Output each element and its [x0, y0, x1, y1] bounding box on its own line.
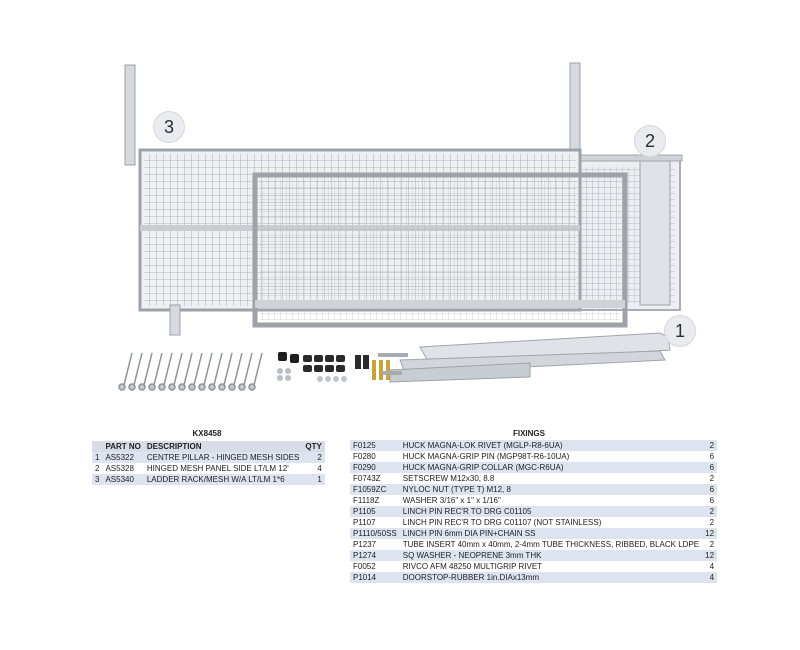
qty: 2 — [702, 506, 717, 517]
table-row — [350, 506, 717, 517]
fixings-table — [350, 440, 717, 583]
table-row — [350, 473, 717, 484]
kit-col-item — [92, 441, 102, 452]
part-no: F0290 — [350, 462, 400, 473]
centre-pillar-frame — [255, 175, 625, 325]
table-row — [92, 463, 325, 474]
qty: 2 — [709, 518, 715, 527]
qty: 1 — [302, 474, 324, 485]
kit-col-description: DESCRIPTION — [144, 441, 302, 452]
table-row — [350, 495, 717, 506]
part-no: F0280 — [353, 452, 376, 461]
description: RIVCO AFM 48250 MULTIGRIP RIVET — [402, 562, 543, 571]
table-row — [350, 528, 717, 539]
kit-title: KX8458 — [192, 429, 222, 438]
table-row — [92, 452, 325, 463]
qty: 6 — [709, 496, 715, 505]
qty: 2 — [709, 540, 715, 549]
qty: 4 — [317, 464, 322, 473]
callout-1: 1 — [664, 315, 696, 347]
fixings-title: FIXINGS — [512, 429, 545, 438]
table-row — [350, 440, 717, 451]
description: LINCH PIN REC'R TO DRG C01105 — [400, 506, 702, 517]
qty: 6 — [702, 462, 717, 473]
description: HUCK MAGNA-GRIP COLLAR (MGC-R6UA) — [400, 462, 702, 473]
part-no: AS5328 — [105, 464, 134, 473]
table-row — [350, 550, 717, 561]
description: NYLOC NUT (TYPE T) M12, 8 — [400, 484, 702, 495]
qty: 2 — [702, 440, 717, 451]
qty: 12 — [702, 528, 717, 539]
part-no: F0052 — [353, 562, 376, 571]
part-no: F1118Z — [353, 496, 380, 505]
description: HINGED MESH PANEL SIDE LT/LM 12' — [146, 464, 289, 473]
description: TUBE INSERT 40mm x 40mm, 2-4mm TUBE THICKNESS, RIBBED, BLACK LDPE — [402, 540, 700, 549]
kit-header-row — [92, 441, 325, 452]
qty: 2 — [302, 452, 324, 463]
qty: 6 — [702, 484, 717, 495]
table-row — [350, 451, 717, 462]
part-no: P1237 — [353, 540, 377, 549]
centre-pillar-bars — [390, 333, 670, 382]
callout-3: 3 — [153, 111, 185, 143]
table-row — [350, 539, 717, 550]
item-number: 1 — [92, 452, 102, 463]
table-row — [350, 561, 717, 572]
description: CENTRE PILLAR - HINGED MESH SIDES — [144, 452, 302, 463]
table-row — [350, 462, 717, 473]
part-no: F1059ZC — [350, 484, 400, 495]
part-no: P1274 — [350, 550, 400, 561]
qty: 2 — [709, 474, 715, 483]
description: DOORSTOP-RUBBER 1in.DIAx13mm — [400, 572, 702, 583]
part-no: P1110/50SS — [350, 528, 400, 539]
kit-col-qty: QTY — [302, 441, 324, 452]
description: SQ WASHER - NEOPRENE 3mm THK — [400, 550, 702, 561]
description: LADDER RACK/MESH W/A LT/LM 1*6 — [144, 474, 302, 485]
part-no: AS5322 — [102, 452, 143, 463]
description: LINCH PIN 6mm DIA PIN+CHAIN SS — [400, 528, 702, 539]
table-row — [350, 517, 717, 528]
qty: 6 — [709, 452, 715, 461]
qty: 12 — [702, 550, 717, 561]
description: HUCK MAGNA-LOK RIVET (MGLP-R8-6UA) — [400, 440, 702, 451]
part-no: P1105 — [350, 506, 400, 517]
qty: 4 — [709, 562, 715, 571]
linch-pins — [119, 353, 262, 390]
part-no: F0125 — [350, 440, 400, 451]
item-number: 2 — [95, 464, 100, 473]
description: SETSCREW M12x30, 8.8 — [402, 474, 495, 483]
description: HUCK MAGNA-GRIP PIN (MGP98T-R6-10UA) — [402, 452, 570, 461]
part-no: P1014 — [350, 572, 400, 583]
table-row — [92, 474, 325, 485]
description: LINCH PIN REC'R TO DRG C01107 (NOT STAINLESS) — [402, 518, 602, 527]
callout-2: 2 — [634, 125, 666, 157]
table-row — [350, 484, 717, 495]
part-no: F0743Z — [353, 474, 381, 483]
product-photo — [100, 55, 710, 400]
small-fixings — [277, 352, 408, 382]
description: WASHER 3/16" x 1" x 1/16" — [402, 496, 501, 505]
table-row — [350, 572, 717, 583]
part-no: P1107 — [353, 518, 376, 527]
qty: 4 — [702, 572, 717, 583]
kit-col-part-no: PART NO — [102, 441, 143, 452]
kit-parts-table — [92, 441, 325, 485]
part-no: AS5340 — [102, 474, 143, 485]
item-number: 3 — [92, 474, 102, 485]
